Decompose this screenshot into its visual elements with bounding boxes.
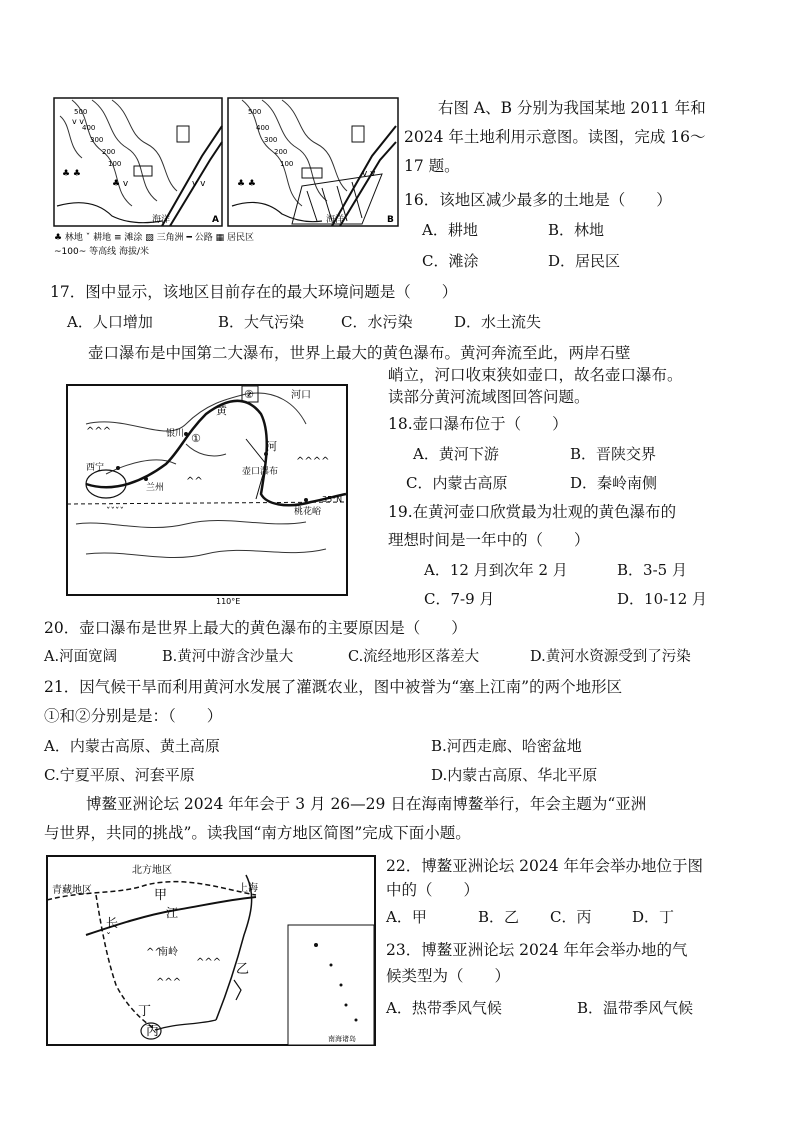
label-yi: 乙 — [236, 962, 250, 977]
svg-text:^^: ^^ — [146, 947, 163, 958]
label-shanghai: 上海 — [238, 883, 258, 894]
q21-option[interactable]: A．内蒙古高原、黄土高原 — [44, 737, 220, 755]
svg-text:v v: v v — [192, 179, 206, 189]
q17-option[interactable]: C．水污染 — [341, 313, 413, 331]
label-tibet: 青藏地区 — [52, 885, 92, 896]
contour-label: 400 — [82, 124, 96, 132]
svg-text:♣ ♣: ♣ ♣ — [237, 179, 256, 189]
svg-text:^^^: ^^^ — [196, 957, 222, 968]
panel-a-label: A — [212, 215, 219, 225]
label-lanzhou: 兰州 — [146, 483, 165, 493]
q23-option[interactable]: A．热带季风气候 — [386, 999, 502, 1017]
label-chang: 长 — [106, 916, 119, 930]
q19-stem: 理想时间是一年中的（ ） — [388, 531, 590, 549]
q21-option[interactable]: C.宁夏平原、河套平原 — [44, 766, 195, 784]
sea-label: 海洋 — [326, 215, 345, 225]
q22-option[interactable]: B．乙 — [478, 908, 520, 926]
svg-text:ˇˇˇˇ: ˇˇˇˇ — [106, 507, 124, 517]
q20-option[interactable]: A.河面宽阔 — [44, 649, 118, 665]
svg-text:♣ v: ♣ v — [112, 179, 129, 189]
label-he: 河 — [266, 440, 277, 453]
q21-option[interactable]: D.内蒙古高原、华北平原 — [431, 766, 598, 784]
q18-stem: 18.壶口瀑布位于（ ） — [388, 415, 568, 433]
label-xining: 西宁 — [86, 463, 105, 473]
sea-label: 海洋 — [152, 215, 171, 225]
label-ding: 丁 — [138, 1004, 152, 1019]
q21-option[interactable]: B.河西走廊、哈密盆地 — [431, 737, 582, 755]
contour-label: 100 — [108, 160, 122, 168]
contour-label: 200 — [274, 148, 288, 156]
svg-text:ˇ: ˇ — [106, 932, 111, 943]
q17-option[interactable]: A．人口增加 — [67, 313, 153, 331]
legend-line-2: ~100~ 等高线 海拔/米 — [54, 247, 150, 257]
label-north: 北方地区 — [132, 865, 172, 876]
q16-17-intro: 17 题。 — [404, 157, 460, 175]
q19-option[interactable]: B．3-5 月 — [617, 561, 687, 579]
label-nanling: 南岭 — [158, 947, 178, 958]
panel-b-label: B — [387, 215, 394, 225]
contour-label: 500 — [248, 108, 262, 116]
q19-option[interactable]: C．7-9 月 — [424, 590, 495, 608]
label-taohuayu: 桃花峪 — [294, 507, 322, 517]
land-use-panel-b — [228, 98, 398, 226]
svg-text:v v: v v — [362, 169, 376, 179]
label-jia: 甲 — [154, 888, 168, 903]
q17-stem: 17．图中显示，该地区目前存在的最大环境问题是（ ） — [50, 283, 458, 301]
q16-option[interactable]: B．林地 — [548, 221, 605, 239]
q23-option[interactable]: B．温带季风气候 — [577, 999, 694, 1017]
q22-23-intro: 与世界，共同的挑战”。读我国“南方地区简图”完成下面小题。 — [44, 824, 471, 842]
q20-option[interactable]: D.黄河水资源受到了污染 — [530, 649, 691, 665]
q16-stem: 16．该地区减少最多的土地是（ ） — [404, 191, 672, 209]
q19-stem: 19.在黄河壶口欣赏最为壮观的黄色瀑布的 — [388, 503, 677, 521]
label-huang: 黄 — [216, 404, 227, 417]
q21-stem: ①和②分别是是：（ ） — [44, 707, 223, 725]
contour-label: 100 — [280, 160, 294, 168]
lon-label: 110°E — [216, 597, 241, 606]
q16-option[interactable]: C．滩涂 — [422, 252, 479, 270]
q19-option[interactable]: D．10-12 月 — [617, 590, 708, 608]
svg-text:^^: ^^ — [186, 476, 203, 487]
q18-option[interactable]: A．黄河下游 — [413, 445, 499, 463]
q22-option[interactable]: C．丙 — [550, 908, 592, 926]
q22-23-intro: 博鳌亚洲论坛 2024 年年会于 3 月 26—29 日在海南博鳌举行，年会主题为“亚洲 — [86, 795, 647, 813]
q23-stem: 候类型为（ ） — [386, 967, 511, 985]
label-inset: 南海诸岛 — [328, 1035, 356, 1043]
label-jiang: 江 — [166, 906, 179, 920]
q21-stem: 21．因气候干旱而利用黄河水发展了灌溉农业，图中被誉为“塞上江南”的两个地形区 — [44, 678, 623, 696]
q16-option[interactable]: A．耕地 — [422, 221, 478, 239]
svg-text:^^^^: ^^^^ — [296, 456, 330, 467]
q17-option[interactable]: B．大气污染 — [218, 313, 305, 331]
yellow-river-map-labels — [66, 384, 348, 606]
q18-option[interactable]: B．晋陕交界 — [570, 445, 657, 463]
q19-option[interactable]: A．12 月到次年 2 月 — [424, 561, 568, 579]
q16-option[interactable]: D．居民区 — [548, 252, 621, 270]
label-hukou: 壶口瀑布 — [242, 467, 279, 477]
q20-option[interactable]: B.黄河中游含沙量大 — [162, 649, 294, 665]
south-china-map-labels — [46, 855, 376, 1047]
contour-label: 400 — [256, 124, 270, 132]
q16-17-intro: 右图 A、B 分别为我国某地 2011 年和 — [438, 99, 706, 117]
land-use-figure — [52, 96, 402, 258]
label-yinchuan: 银川 — [166, 429, 185, 439]
q22-option[interactable]: D．丁 — [632, 908, 675, 926]
q23-stem: 23．博鳌亚洲论坛 2024 年年会举办地的气 — [386, 941, 688, 959]
svg-text:♣ ♣: ♣ ♣ — [62, 169, 81, 179]
lat-label: 35°N — [322, 495, 343, 504]
contour-label: 200 — [102, 148, 116, 156]
q16-17-intro: 2024 年土地利用示意图。读图，完成 16～ — [404, 128, 706, 146]
svg-text:^^^: ^^^ — [86, 426, 112, 437]
q17-option[interactable]: D．水土流失 — [454, 313, 542, 331]
label-bing: 丙 — [146, 1024, 160, 1039]
contour-label: 300 — [90, 136, 104, 144]
label-hekou: 河口 — [291, 390, 311, 401]
q22-option[interactable]: A．甲 — [386, 908, 427, 926]
q20-option[interactable]: C.流经地形区落差大 — [348, 649, 480, 665]
q18-21-intro: 壶口瀑布是中国第二大瀑布，世界上最大的黄色瀑布。黄河奔流至此，两岸石壁 — [88, 344, 631, 362]
q18-21-intro: 峭立，河口收束狭如壶口，故名壶口瀑布。 — [388, 366, 683, 384]
marker-2: ② — [244, 388, 254, 401]
q18-21-intro: 读部分黄河流域图回答问题。 — [388, 388, 590, 406]
q20-stem: 20．壶口瀑布是世界上最大的黄色瀑布的主要原因是（ ） — [44, 619, 467, 637]
contour-label: 500 — [74, 108, 88, 116]
svg-text:v v: v v — [72, 117, 85, 126]
marker-1: ① — [191, 432, 201, 445]
contour-label: 300 — [264, 136, 278, 144]
legend-line-1: ♣ 林地 ˇ 耕地 ≡ 滩涂 ▨ 三角洲 ━ 公路 ▦ 居民区 — [54, 233, 255, 243]
land-use-panel-a — [54, 98, 222, 226]
q22-stem: 中的（ ） — [386, 881, 480, 899]
q18-option[interactable]: C．内蒙古高原 — [406, 474, 508, 492]
q18-option[interactable]: D．秦岭南侧 — [570, 474, 658, 492]
q22-stem: 22．博鳌亚洲论坛 2024 年年会举办地位于图 — [386, 857, 704, 875]
svg-text:^^^: ^^^ — [156, 977, 182, 988]
